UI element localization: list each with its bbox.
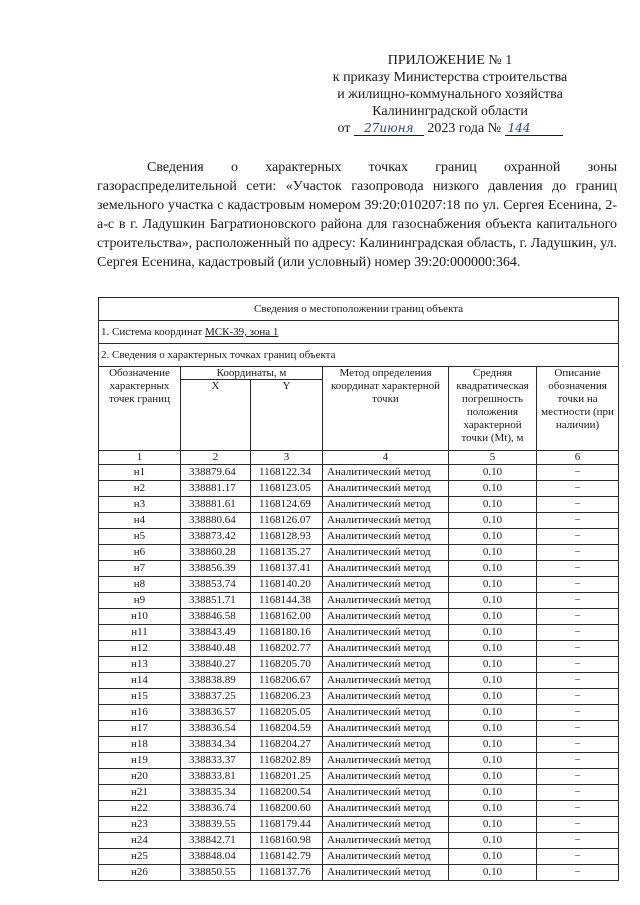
table-row — [99, 609, 619, 625]
column-number: 3 — [251, 451, 323, 465]
x-coordinate: 338873.42 — [181, 529, 251, 545]
y-coordinate: 1168206.67 — [251, 673, 323, 689]
error-cell: 0.10 — [449, 593, 537, 609]
description-cell: – — [537, 657, 619, 673]
boundary-points-table — [98, 297, 619, 881]
appendix-line-3: Калининградской области — [372, 104, 528, 119]
error-cell: 0.10 — [449, 609, 537, 625]
description-cell: – — [537, 849, 619, 865]
error-cell: 0.10 — [449, 545, 537, 561]
header-error: Средняя квадратическая погрешность положения характерной точки (Mt), м — [449, 367, 537, 451]
y-coordinate: 1168137.76 — [251, 865, 323, 881]
table-row — [99, 481, 619, 497]
description-cell: – — [537, 689, 619, 705]
point-id: н20 — [99, 769, 181, 785]
point-id: н14 — [99, 673, 181, 689]
method-cell: Аналитический метод — [323, 721, 449, 737]
table-row — [99, 801, 619, 817]
y-coordinate: 1168124.69 — [251, 497, 323, 513]
description-cell: – — [537, 577, 619, 593]
x-coordinate: 338848.04 — [181, 849, 251, 865]
column-number: 1 — [99, 451, 181, 465]
x-coordinate: 338835.34 — [181, 785, 251, 801]
x-coordinate: 338856.39 — [181, 561, 251, 577]
column-number: 5 — [449, 451, 537, 465]
y-coordinate: 1168142.79 — [251, 849, 323, 865]
y-coordinate: 1168200.60 — [251, 801, 323, 817]
table-row — [99, 737, 619, 753]
table-row — [99, 593, 619, 609]
x-coordinate: 338851.71 — [181, 593, 251, 609]
description-cell: – — [537, 785, 619, 801]
method-cell: Аналитический метод — [323, 849, 449, 865]
header-method: Метод определения координат характерной точки — [323, 367, 449, 451]
point-id: н3 — [99, 497, 181, 513]
point-id: н26 — [99, 865, 181, 881]
description-cell: – — [537, 529, 619, 545]
header-coordinates: Координаты, м — [181, 367, 323, 380]
y-coordinate: 1168204.27 — [251, 737, 323, 753]
error-cell: 0.10 — [449, 561, 537, 577]
x-coordinate: 338860.28 — [181, 545, 251, 561]
method-cell: Аналитический метод — [323, 497, 449, 513]
error-cell: 0.10 — [449, 817, 537, 833]
x-coordinate: 338836.57 — [181, 705, 251, 721]
method-cell: Аналитический метод — [323, 801, 449, 817]
error-cell: 0.10 — [449, 497, 537, 513]
appendix-title: ПРИЛОЖЕНИЕ № 1 — [387, 53, 513, 68]
section-title: Сведения о местоположении границ объекта — [99, 298, 619, 321]
point-id: н15 — [99, 689, 181, 705]
table-row — [99, 673, 619, 689]
y-coordinate: 1168162.00 — [251, 609, 323, 625]
description-cell: – — [537, 609, 619, 625]
table-row — [99, 753, 619, 769]
table-row — [99, 785, 619, 801]
coordinate-system-row — [99, 321, 619, 344]
method-cell: Аналитический метод — [323, 769, 449, 785]
table-row — [99, 817, 619, 833]
y-coordinate: 1168201.25 — [251, 769, 323, 785]
method-cell: Аналитический метод — [323, 833, 449, 849]
method-cell: Аналитический метод — [323, 817, 449, 833]
method-cell: Аналитический метод — [323, 465, 449, 481]
method-cell: Аналитический метод — [323, 785, 449, 801]
description-cell: – — [537, 817, 619, 833]
point-id: н12 — [99, 641, 181, 657]
description-cell: – — [537, 673, 619, 689]
error-cell: 0.10 — [449, 785, 537, 801]
table-row — [99, 865, 619, 881]
description-cell: – — [537, 833, 619, 849]
description-cell: – — [537, 801, 619, 817]
error-cell: 0.10 — [449, 513, 537, 529]
error-cell: 0.10 — [449, 849, 537, 865]
error-cell: 0.10 — [449, 721, 537, 737]
point-id: н23 — [99, 817, 181, 833]
point-id: н2 — [99, 481, 181, 497]
point-id: н13 — [99, 657, 181, 673]
description-cell: – — [537, 865, 619, 881]
x-coordinate: 338881.61 — [181, 497, 251, 513]
method-cell: Аналитический метод — [323, 609, 449, 625]
error-cell: 0.10 — [449, 673, 537, 689]
table-row — [99, 577, 619, 593]
point-id: н19 — [99, 753, 181, 769]
description-cell: – — [537, 721, 619, 737]
description-cell: – — [537, 737, 619, 753]
method-cell: Аналитический метод — [323, 865, 449, 881]
error-cell: 0.10 — [449, 705, 537, 721]
table-row — [99, 529, 619, 545]
handwritten-number: 144 — [505, 121, 563, 136]
method-cell: Аналитический метод — [323, 657, 449, 673]
x-coordinate: 338839.55 — [181, 817, 251, 833]
error-cell: 0.10 — [449, 625, 537, 641]
table-row — [99, 561, 619, 577]
appendix-line-2: и жилищно-коммунального хозяйства — [337, 87, 563, 102]
point-id: н7 — [99, 561, 181, 577]
x-coordinate: 338840.48 — [181, 641, 251, 657]
point-id: н10 — [99, 609, 181, 625]
x-coordinate: 338837.25 — [181, 689, 251, 705]
description-cell: – — [537, 545, 619, 561]
header-description: Описание обозначения точки на местности (при наличии) — [537, 367, 619, 451]
point-id: н5 — [99, 529, 181, 545]
method-cell: Аналитический метод — [323, 753, 449, 769]
point-id: н22 — [99, 801, 181, 817]
method-cell: Аналитический метод — [323, 561, 449, 577]
error-cell: 0.10 — [449, 657, 537, 673]
error-cell: 0.10 — [449, 481, 537, 497]
method-cell: Аналитический метод — [323, 513, 449, 529]
description-cell: – — [537, 641, 619, 657]
table-row — [99, 625, 619, 641]
table-row — [99, 849, 619, 865]
error-cell: 0.10 — [449, 577, 537, 593]
y-coordinate: 1168180.16 — [251, 625, 323, 641]
error-cell: 0.10 — [449, 689, 537, 705]
method-cell: Аналитический метод — [323, 705, 449, 721]
x-coordinate: 338836.74 — [181, 801, 251, 817]
appendix-date-line — [300, 120, 600, 137]
error-cell: 0.10 — [449, 769, 537, 785]
point-id: н25 — [99, 849, 181, 865]
table-row — [99, 641, 619, 657]
intro-paragraph: Сведения о характерных точках границ охранной зоны газораспределительной сети: «Участок газопровода низкого давления до границ земельного участка с кадастровым номером 39:20:010207:18 по ул. Сергея Есенина, 2-а-с в г. Ладушкин Багратионовского района для газоснабжения объекта капитального строительства», расположенный по адресу: Калининградская область, г. Ладушкин, ул. Сергея Есенина, кадастровый (или условный) номер 39:20:000000:364. — [97, 160, 617, 270]
error-cell: 0.10 — [449, 737, 537, 753]
x-coordinate: 338842.71 — [181, 833, 251, 849]
y-coordinate: 1168160.98 — [251, 833, 323, 849]
y-coordinate: 1168122.34 — [251, 465, 323, 481]
table-row — [99, 465, 619, 481]
date-suffix: 2023 года № — [427, 121, 502, 136]
error-cell: 0.10 — [449, 833, 537, 849]
x-coordinate: 338838.89 — [181, 673, 251, 689]
x-coordinate: 338846.58 — [181, 609, 251, 625]
table-row — [99, 657, 619, 673]
table-row — [99, 497, 619, 513]
point-id: н1 — [99, 465, 181, 481]
method-cell: Аналитический метод — [323, 625, 449, 641]
description-cell: – — [537, 625, 619, 641]
method-cell: Аналитический метод — [323, 737, 449, 753]
header-y: Y — [251, 380, 323, 451]
method-cell: Аналитический метод — [323, 545, 449, 561]
description-cell: – — [537, 753, 619, 769]
x-coordinate: 338879.64 — [181, 465, 251, 481]
x-coordinate: 338850.55 — [181, 865, 251, 881]
description-cell: – — [537, 561, 619, 577]
coordinate-system-value: МСК-39, зона 1 — [204, 326, 279, 338]
method-cell: Аналитический метод — [323, 577, 449, 593]
description-cell: – — [537, 513, 619, 529]
error-cell: 0.10 — [449, 529, 537, 545]
point-id: н6 — [99, 545, 181, 561]
table-row — [99, 721, 619, 737]
handwritten-date: 27июня — [354, 121, 424, 136]
y-coordinate: 1168123.05 — [251, 481, 323, 497]
point-id: н9 — [99, 593, 181, 609]
y-coordinate: 1168202.77 — [251, 641, 323, 657]
x-coordinate: 338853.74 — [181, 577, 251, 593]
method-cell: Аналитический метод — [323, 641, 449, 657]
appendix-header — [300, 52, 600, 137]
table-row — [99, 705, 619, 721]
y-coordinate: 1168205.05 — [251, 705, 323, 721]
y-coordinate: 1168128.93 — [251, 529, 323, 545]
x-coordinate: 338833.81 — [181, 769, 251, 785]
x-coordinate: 338880.64 — [181, 513, 251, 529]
point-id: н17 — [99, 721, 181, 737]
y-coordinate: 1168140.20 — [251, 577, 323, 593]
header-point-designation: Обозначение характерных точек границ — [99, 367, 181, 451]
column-number: 4 — [323, 451, 449, 465]
error-cell: 0.10 — [449, 801, 537, 817]
description-cell: – — [537, 705, 619, 721]
point-id: н21 — [99, 785, 181, 801]
method-cell: Аналитический метод — [323, 529, 449, 545]
x-coordinate: 338881.17 — [181, 481, 251, 497]
error-cell: 0.10 — [449, 753, 537, 769]
description-cell: – — [537, 593, 619, 609]
header-x: X — [181, 380, 251, 451]
description-cell: – — [537, 497, 619, 513]
column-number: 6 — [537, 451, 619, 465]
y-coordinate: 1168205.70 — [251, 657, 323, 673]
method-cell: Аналитический метод — [323, 689, 449, 705]
table-row — [99, 513, 619, 529]
y-coordinate: 1168204.59 — [251, 721, 323, 737]
points-section-row: 2. Сведения о характерных точках границ объекта — [99, 344, 619, 367]
x-coordinate: 338840.27 — [181, 657, 251, 673]
y-coordinate: 1168135.27 — [251, 545, 323, 561]
table-row — [99, 833, 619, 849]
x-coordinate: 338834.34 — [181, 737, 251, 753]
y-coordinate: 1168137.41 — [251, 561, 323, 577]
date-prefix: от — [337, 121, 351, 136]
error-cell: 0.10 — [449, 641, 537, 657]
error-cell: 0.10 — [449, 465, 537, 481]
coordinate-system-label: 1. Система координат — [101, 326, 205, 338]
y-coordinate: 1168144.38 — [251, 593, 323, 609]
description-cell: – — [537, 481, 619, 497]
point-id: н8 — [99, 577, 181, 593]
y-coordinate: 1168202.89 — [251, 753, 323, 769]
error-cell: 0.10 — [449, 865, 537, 881]
table-row — [99, 689, 619, 705]
method-cell: Аналитический метод — [323, 673, 449, 689]
column-number: 2 — [181, 451, 251, 465]
description-cell: – — [537, 465, 619, 481]
table-row — [99, 545, 619, 561]
description-cell: – — [537, 769, 619, 785]
column-numbers-row — [99, 451, 619, 465]
method-cell: Аналитический метод — [323, 593, 449, 609]
point-id: н24 — [99, 833, 181, 849]
appendix-line-1: к приказу Министерства строительства — [332, 70, 568, 85]
point-id: н18 — [99, 737, 181, 753]
y-coordinate: 1168179.44 — [251, 817, 323, 833]
point-id: н16 — [99, 705, 181, 721]
x-coordinate: 338836.54 — [181, 721, 251, 737]
y-coordinate: 1168200.54 — [251, 785, 323, 801]
table-row — [99, 769, 619, 785]
x-coordinate: 338833.37 — [181, 753, 251, 769]
y-coordinate: 1168206.23 — [251, 689, 323, 705]
y-coordinate: 1168126.07 — [251, 513, 323, 529]
method-cell: Аналитический метод — [323, 481, 449, 497]
point-id: н4 — [99, 513, 181, 529]
x-coordinate: 338843.49 — [181, 625, 251, 641]
point-id: н11 — [99, 625, 181, 641]
